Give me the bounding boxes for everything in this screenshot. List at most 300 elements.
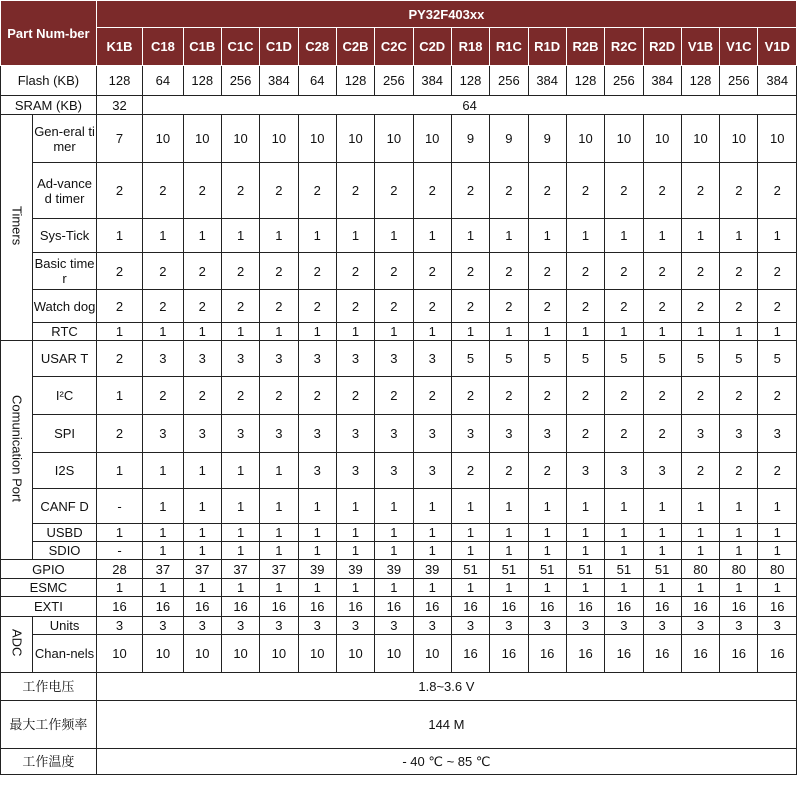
- comm-value: 2: [720, 377, 758, 415]
- timer-value: 2: [221, 253, 259, 290]
- comm-value: 2: [143, 377, 183, 415]
- comm-value: 1: [260, 542, 298, 560]
- comm-value: 1: [643, 489, 681, 524]
- adc-row-label: Chan-nels: [33, 635, 97, 673]
- timer-value: 2: [143, 290, 183, 323]
- timer-value: 1: [336, 219, 374, 253]
- model-header-c18: C18: [143, 28, 183, 66]
- table-header: [1, 1, 797, 66]
- gpio-value: 39: [375, 560, 413, 579]
- timer-value: 2: [413, 163, 451, 219]
- adc-value: 10: [260, 635, 298, 673]
- model-header-v1c: V1C: [720, 28, 758, 66]
- esmc-value: 1: [451, 579, 489, 597]
- timer-value: 1: [260, 323, 298, 341]
- timer-value: 1: [183, 219, 221, 253]
- comm-value: 2: [566, 415, 604, 453]
- timer-value: 2: [720, 163, 758, 219]
- timer-value: 2: [566, 163, 604, 219]
- esmc-value: 1: [336, 579, 374, 597]
- timer-value: 1: [681, 323, 719, 341]
- comm-row-label: SPI: [33, 415, 97, 453]
- timer-value: 10: [143, 115, 183, 163]
- comm-value: 1: [566, 542, 604, 560]
- adc-value: 3: [566, 617, 604, 635]
- esmc-value: 1: [298, 579, 336, 597]
- exti-value: 16: [566, 597, 604, 617]
- comm-value: 1: [221, 542, 259, 560]
- esmc-label: ESMC: [1, 579, 97, 597]
- gpio-value: 51: [605, 560, 643, 579]
- timer-row-label: Ad-vance d timer: [33, 163, 97, 219]
- gpio-value: 37: [221, 560, 259, 579]
- table-row: [1, 115, 797, 163]
- comm-value: 2: [451, 377, 489, 415]
- timer-value: 2: [96, 253, 142, 290]
- flash-value: 64: [298, 66, 336, 96]
- comm-value: 3: [336, 453, 374, 489]
- comm-value: 1: [758, 489, 797, 524]
- model-header-c1b: C1B: [183, 28, 221, 66]
- comm-value: 1: [490, 489, 528, 524]
- comm-row-label: SDIO: [33, 542, 97, 560]
- table-row: [1, 542, 797, 560]
- flash-value: 256: [605, 66, 643, 96]
- comm-value: 2: [528, 453, 566, 489]
- timer-value: 2: [260, 253, 298, 290]
- timer-value: 10: [643, 115, 681, 163]
- comm-value: 1: [143, 489, 183, 524]
- exti-value: 16: [681, 597, 719, 617]
- flash-value: 128: [183, 66, 221, 96]
- timer-value: 10: [298, 115, 336, 163]
- exti-value: 16: [183, 597, 221, 617]
- timer-value: 2: [451, 163, 489, 219]
- comm-value: 3: [298, 341, 336, 377]
- adc-value: 16: [490, 635, 528, 673]
- exti-value: 16: [336, 597, 374, 617]
- exti-value: 16: [221, 597, 259, 617]
- flash-value: 384: [260, 66, 298, 96]
- comm-value: 3: [566, 453, 604, 489]
- timer-value: 2: [605, 253, 643, 290]
- comm-value: 1: [183, 542, 221, 560]
- esmc-value: 1: [413, 579, 451, 597]
- comm-value: 1: [566, 524, 604, 542]
- timer-value: 1: [451, 323, 489, 341]
- comm-value: 1: [221, 524, 259, 542]
- timer-value: 2: [298, 253, 336, 290]
- comm-value: 5: [643, 341, 681, 377]
- adc-value: 10: [298, 635, 336, 673]
- adc-value: 3: [375, 617, 413, 635]
- timer-value: 1: [643, 323, 681, 341]
- adc-value: 3: [336, 617, 374, 635]
- comm-value: 1: [451, 542, 489, 560]
- esmc-value: 1: [566, 579, 604, 597]
- timer-value: 1: [143, 219, 183, 253]
- adc-value: 3: [221, 617, 259, 635]
- comm-value: 5: [720, 341, 758, 377]
- timer-value: 1: [566, 219, 604, 253]
- timer-value: 2: [681, 253, 719, 290]
- gpio-value: 39: [336, 560, 374, 579]
- timer-value: 10: [605, 115, 643, 163]
- freq-label: 最大工作频率: [1, 701, 97, 749]
- comm-value: 3: [413, 341, 451, 377]
- flash-value: 128: [451, 66, 489, 96]
- table-row: [1, 323, 797, 341]
- comm-value: 2: [643, 415, 681, 453]
- comm-value: 3: [143, 415, 183, 453]
- model-header-v1d: V1D: [758, 28, 797, 66]
- esmc-value: 1: [758, 579, 797, 597]
- comm-value: 1: [758, 524, 797, 542]
- comm-value: 2: [490, 453, 528, 489]
- exti-value: 16: [758, 597, 797, 617]
- comm-value: 3: [643, 453, 681, 489]
- comm-value: 1: [490, 542, 528, 560]
- timer-value: 1: [298, 323, 336, 341]
- timer-value: 10: [221, 115, 259, 163]
- timer-value: 2: [183, 253, 221, 290]
- timer-value: 1: [720, 323, 758, 341]
- flash-value: 384: [528, 66, 566, 96]
- timer-value: 2: [375, 163, 413, 219]
- table-row: [1, 453, 797, 489]
- timer-value: 1: [260, 219, 298, 253]
- flash-value: 384: [413, 66, 451, 96]
- comm-value: 2: [96, 341, 142, 377]
- timer-value: 2: [643, 253, 681, 290]
- table-row: [1, 341, 797, 377]
- comm-value: 2: [451, 453, 489, 489]
- model-header-c1c: C1C: [221, 28, 259, 66]
- comm-value: 2: [221, 377, 259, 415]
- comm-value: 1: [183, 524, 221, 542]
- timer-value: 2: [183, 290, 221, 323]
- gpio-value: 51: [451, 560, 489, 579]
- adc-value: 16: [605, 635, 643, 673]
- timer-value: 10: [566, 115, 604, 163]
- comm-value: 1: [413, 542, 451, 560]
- temp-label: 工作温度: [1, 749, 97, 775]
- table-row: [1, 96, 797, 115]
- gpio-value: 37: [143, 560, 183, 579]
- comm-value: 1: [96, 453, 142, 489]
- flash-value: 128: [681, 66, 719, 96]
- comm-value: 3: [375, 453, 413, 489]
- adc-value: 10: [96, 635, 142, 673]
- comm-value: 1: [336, 489, 374, 524]
- flash-value: 128: [566, 66, 604, 96]
- exti-value: 16: [260, 597, 298, 617]
- voltage-label: 工作电压: [1, 673, 97, 701]
- timers-group-text: Timers: [9, 206, 25, 246]
- gpio-value: 51: [490, 560, 528, 579]
- timer-value: 1: [528, 219, 566, 253]
- adc-value: 10: [221, 635, 259, 673]
- comm-value: 2: [758, 453, 797, 489]
- flash-value: 384: [643, 66, 681, 96]
- comm-group-text: Comunication Port: [9, 395, 25, 502]
- comm-value: 5: [451, 341, 489, 377]
- table-row: [1, 66, 797, 96]
- flash-value: 256: [375, 66, 413, 96]
- model-header-c2d: C2D: [413, 28, 451, 66]
- comm-value: 5: [528, 341, 566, 377]
- timer-value: 2: [375, 290, 413, 323]
- comm-value: 2: [643, 377, 681, 415]
- adc-value: 3: [260, 617, 298, 635]
- comm-value: 2: [566, 377, 604, 415]
- table-row: [1, 219, 797, 253]
- timer-value: 10: [413, 115, 451, 163]
- comm-value: 1: [758, 542, 797, 560]
- timer-value: 10: [336, 115, 374, 163]
- timer-value: 2: [566, 253, 604, 290]
- comm-value: 5: [758, 341, 797, 377]
- timer-value: 2: [298, 290, 336, 323]
- table-row: [1, 635, 797, 673]
- sram-k1b-value: 32: [96, 96, 142, 115]
- adc-value: 10: [183, 635, 221, 673]
- adc-value: 10: [375, 635, 413, 673]
- timer-value: 2: [643, 290, 681, 323]
- timer-value: 2: [413, 290, 451, 323]
- model-header-r1c: R1C: [490, 28, 528, 66]
- comm-value: 3: [298, 453, 336, 489]
- timer-value: 2: [490, 290, 528, 323]
- comm-value: 3: [375, 341, 413, 377]
- comm-value: 1: [260, 489, 298, 524]
- timer-value: 10: [183, 115, 221, 163]
- esmc-value: 1: [143, 579, 183, 597]
- timer-value: 2: [221, 163, 259, 219]
- timer-value: 1: [298, 219, 336, 253]
- timer-value: 1: [681, 219, 719, 253]
- comm-value: 1: [566, 489, 604, 524]
- comm-value: 1: [298, 542, 336, 560]
- gpio-value: 51: [643, 560, 681, 579]
- exti-value: 16: [490, 597, 528, 617]
- timer-value: 2: [758, 290, 797, 323]
- comm-value: 1: [298, 524, 336, 542]
- timer-value: 1: [528, 323, 566, 341]
- comm-value: 3: [143, 341, 183, 377]
- flash-value: 384: [758, 66, 797, 96]
- timer-row-label: Watch dog: [33, 290, 97, 323]
- timer-value: 2: [605, 163, 643, 219]
- model-header-k1b: K1B: [96, 28, 142, 66]
- exti-value: 16: [720, 597, 758, 617]
- model-header-c28: C28: [298, 28, 336, 66]
- comm-value: 1: [681, 542, 719, 560]
- model-header-r18: R18: [451, 28, 489, 66]
- comm-value: 1: [298, 489, 336, 524]
- adc-value: 3: [143, 617, 183, 635]
- adc-row-label: Units: [33, 617, 97, 635]
- comm-value: 2: [681, 453, 719, 489]
- gpio-value: 39: [298, 560, 336, 579]
- comm-value: 1: [720, 524, 758, 542]
- comm-value: 3: [336, 341, 374, 377]
- comm-value: 2: [681, 377, 719, 415]
- comm-row-label: USBD: [33, 524, 97, 542]
- timer-value: 2: [183, 163, 221, 219]
- adc-value: 16: [720, 635, 758, 673]
- adc-value: 3: [298, 617, 336, 635]
- comm-value: 3: [681, 415, 719, 453]
- adc-value: 16: [681, 635, 719, 673]
- flash-value: 256: [221, 66, 259, 96]
- voltage-value: 1.8~3.6 V: [96, 673, 796, 701]
- gpio-value: 80: [720, 560, 758, 579]
- comm-value: 5: [681, 341, 719, 377]
- timer-value: 9: [528, 115, 566, 163]
- flash-value: 128: [336, 66, 374, 96]
- gpio-value: 51: [528, 560, 566, 579]
- esmc-value: 1: [605, 579, 643, 597]
- timer-value: 2: [605, 290, 643, 323]
- timer-value: 1: [490, 323, 528, 341]
- comm-value: 3: [260, 341, 298, 377]
- sram-label: SRAM (KB): [1, 96, 97, 115]
- comm-value: -: [96, 489, 142, 524]
- sram-others-value: 64: [143, 96, 797, 115]
- comm-value: 1: [451, 489, 489, 524]
- comm-value: 1: [528, 542, 566, 560]
- exti-value: 16: [605, 597, 643, 617]
- comm-value: 1: [605, 542, 643, 560]
- timer-value: 10: [681, 115, 719, 163]
- comm-value: 1: [96, 377, 142, 415]
- timer-row-label: Basic timer: [33, 253, 97, 290]
- adc-value: 16: [566, 635, 604, 673]
- esmc-value: 1: [183, 579, 221, 597]
- timer-value: 10: [375, 115, 413, 163]
- adc-group-text: ADC: [9, 629, 25, 657]
- flash-value: 128: [96, 66, 142, 96]
- timer-value: 2: [96, 290, 142, 323]
- comm-value: 3: [490, 415, 528, 453]
- comm-value: 3: [451, 415, 489, 453]
- timer-value: 1: [96, 219, 142, 253]
- comm-value: 3: [221, 341, 259, 377]
- gpio-value: 39: [413, 560, 451, 579]
- timer-row-label: Sys-Tick: [33, 219, 97, 253]
- timer-value: 2: [643, 163, 681, 219]
- timer-row-label: RTC: [33, 323, 97, 341]
- comm-value: 3: [183, 415, 221, 453]
- timer-value: 1: [643, 219, 681, 253]
- timer-value: 2: [720, 290, 758, 323]
- esmc-value: 1: [720, 579, 758, 597]
- timer-value: 1: [375, 219, 413, 253]
- adc-value: 16: [528, 635, 566, 673]
- exti-value: 16: [528, 597, 566, 617]
- timer-value: 2: [681, 163, 719, 219]
- comm-value: 2: [298, 377, 336, 415]
- comm-value: 1: [413, 489, 451, 524]
- comm-value: 3: [605, 453, 643, 489]
- timer-value: 2: [143, 163, 183, 219]
- exti-value: 16: [298, 597, 336, 617]
- comm-value: -: [96, 542, 142, 560]
- comm-value: 3: [720, 415, 758, 453]
- gpio-value: 37: [183, 560, 221, 579]
- adc-value: 3: [528, 617, 566, 635]
- timer-value: 2: [490, 163, 528, 219]
- adc-value: 3: [605, 617, 643, 635]
- timer-value: 2: [96, 163, 142, 219]
- comm-value: 5: [490, 341, 528, 377]
- timer-value: 1: [566, 323, 604, 341]
- comm-value: 1: [143, 524, 183, 542]
- adc-value: 16: [451, 635, 489, 673]
- timer-value: 10: [758, 115, 797, 163]
- timer-value: 9: [490, 115, 528, 163]
- comm-value: 1: [375, 489, 413, 524]
- comm-value: 1: [143, 453, 183, 489]
- exti-value: 16: [375, 597, 413, 617]
- comm-value: 3: [413, 415, 451, 453]
- table-row: [1, 524, 797, 542]
- timer-value: 1: [758, 323, 797, 341]
- comm-value: 3: [260, 415, 298, 453]
- table-row: [1, 377, 797, 415]
- timer-value: 1: [375, 323, 413, 341]
- table-row: [1, 617, 797, 635]
- adc-value: 3: [490, 617, 528, 635]
- timer-value: 1: [413, 219, 451, 253]
- exti-label: EXTI: [1, 597, 97, 617]
- comm-value: 3: [528, 415, 566, 453]
- adc-value: 16: [643, 635, 681, 673]
- timer-value: 2: [528, 290, 566, 323]
- timer-value: 1: [183, 323, 221, 341]
- table-row: [1, 579, 797, 597]
- comm-value: 1: [260, 453, 298, 489]
- adc-value: 10: [413, 635, 451, 673]
- timer-value: 10: [260, 115, 298, 163]
- timer-value: 1: [336, 323, 374, 341]
- table-row: [1, 560, 797, 579]
- gpio-value: 80: [681, 560, 719, 579]
- timer-value: 2: [221, 290, 259, 323]
- timer-value: 2: [336, 163, 374, 219]
- gpio-value: 28: [96, 560, 142, 579]
- table-row: [1, 253, 797, 290]
- comm-value: 1: [413, 524, 451, 542]
- model-header-c1d: C1D: [260, 28, 298, 66]
- gpio-value: 37: [260, 560, 298, 579]
- timer-value: 1: [720, 219, 758, 253]
- table-row: [1, 489, 797, 524]
- comm-value: 1: [183, 489, 221, 524]
- timers-group-label: [1, 115, 33, 341]
- exti-value: 16: [413, 597, 451, 617]
- exti-value: 16: [451, 597, 489, 617]
- comm-value: 2: [758, 377, 797, 415]
- table-body: [1, 66, 797, 775]
- comm-value: 1: [528, 524, 566, 542]
- comm-value: 1: [720, 489, 758, 524]
- timer-value: 1: [221, 323, 259, 341]
- comm-value: 1: [375, 542, 413, 560]
- adc-group-label: [1, 617, 33, 673]
- timer-value: 2: [681, 290, 719, 323]
